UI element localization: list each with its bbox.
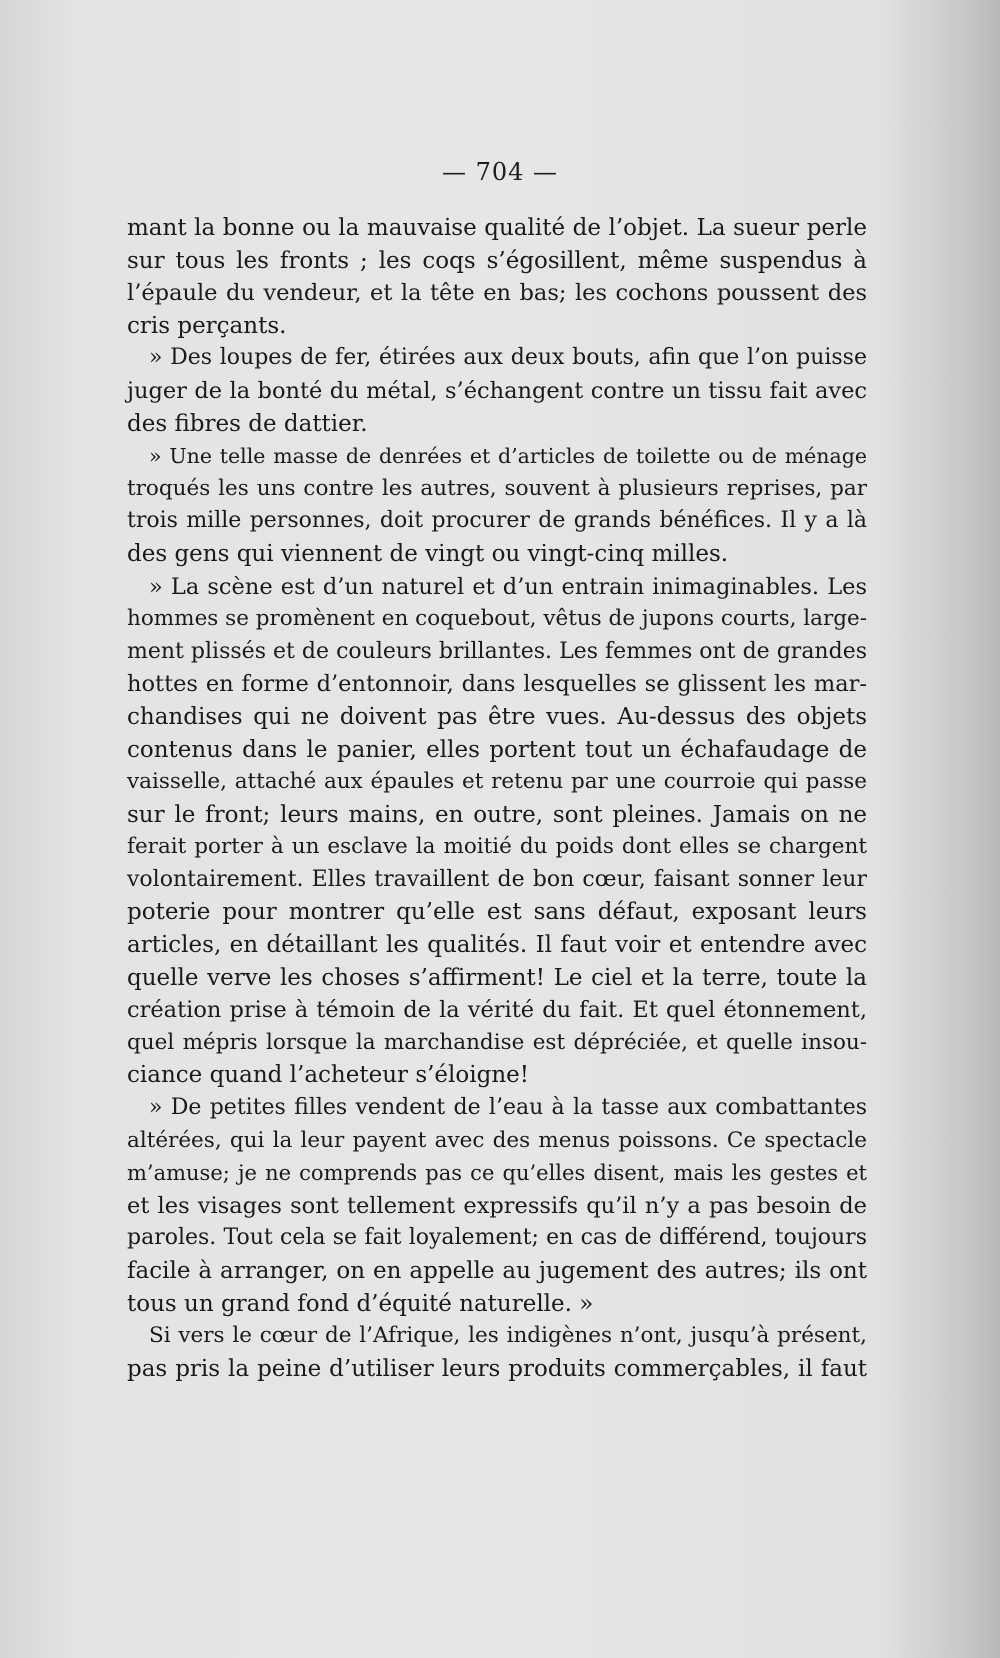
text-line: ferait porter à un esclave la moitié du poids dont elles se chargent [127, 834, 867, 860]
text-line: sur tous les fronts ; les coqs s’égosillent, même suspendus à [127, 247, 867, 274]
text-line: volontairement. Elles travaillent de bon cœur, faisant sonner leur [127, 866, 867, 892]
text-line: sur le front; leurs mains, en outre, sont pleines. Jamais on ne [127, 801, 867, 828]
text-line: hommes se promènent en coquebout, vêtus de jupons courts, large- [127, 606, 867, 632]
text-line: des fibres de dattier. [127, 410, 368, 437]
text-line: m’amuse; je ne comprends pas ce qu’elles disent, mais les gestes et [127, 1161, 867, 1186]
text-line: cris perçants. [127, 312, 287, 339]
text-line: » De petites filles vendent de l’eau à la tasse aux combattantes [149, 1095, 867, 1121]
text-line: ment plissés et de couleurs brillantes. Les femmes ont de grandes [127, 638, 867, 664]
text-line: Si vers le cœur de l’Afrique, les indigènes n’ont, jusqu’à présent, [149, 1323, 867, 1349]
text-line: des gens qui viennent de vingt ou vingt-cinq milles. [127, 540, 729, 567]
text-line: vaisselle, attaché aux épaules et retenu par une courroie qui passe [127, 769, 867, 795]
text-line: quelle verve les choses s’affirment! Le ciel et la terre, toute la [127, 964, 867, 991]
text-line: paroles. Tout cela se fait loyalement; en cas de différend, toujours [127, 1225, 867, 1251]
text-line: juger de la bonté du métal, s’échangent contre un tissu fait avec [127, 377, 867, 404]
text-line: pas pris la peine d’utiliser leurs produits commerçables, il faut [127, 1355, 867, 1382]
text-line: hottes en forme d’entonnoir, dans lesquelles se glissent les mar- [127, 671, 867, 698]
text-line: et les visages sont tellement expressifs qu’il n’y a pas besoin de [127, 1192, 867, 1219]
text-line: articles, en détaillant les qualités. Il faut voir et entendre avec [127, 932, 867, 959]
text-line: trois mille personnes, doit procurer de grands bénéfices. Il y a là [127, 508, 867, 534]
body-text [127, 212, 867, 1385]
text-line: chandises qui ne doivent pas être vues. Au-dessus des objets [127, 703, 867, 730]
text-line: poterie pour montrer qu’elle est sans défaut, exposant leurs [127, 899, 867, 926]
text-line: altérées, qui la leur payent avec des menus poissons. Ce spectacle [127, 1127, 867, 1153]
text-line: troqués les uns contre les autres, souvent à plusieurs reprises, par [127, 475, 867, 501]
text-line: » La scène est d’un naturel et d’un entrain inimaginables. Les [149, 573, 867, 600]
text-line: tous un grand fond d’équité naturelle. » [127, 1290, 594, 1317]
text-line: » Une telle masse de denrées et d’articles de toilette ou de ménage [149, 444, 867, 469]
text-line: quel mépris lorsque la marchandise est dépréciée, et quelle insou- [127, 1029, 867, 1055]
text-line: l’épaule du vendeur, et la tête en bas; les cochons poussent des [127, 280, 867, 307]
text-line: facile à arranger, on en appelle au jugement des autres; ils ont [127, 1258, 867, 1284]
text-line: création prise à témoin de la vérité du fait. Et quel étonnement, [127, 997, 867, 1024]
text-line: mant la bonne ou la mauvaise qualité de l’objet. La sueur perle [127, 215, 867, 241]
page-number: — 704 — [441, 158, 559, 186]
text-line: contenus dans le panier, elles portent tout un échafaudage de [127, 736, 867, 763]
text-line: ciance quand l’acheteur s’éloigne! [127, 1062, 529, 1089]
text-line: » Des loupes de fer, étirées aux deux bouts, afin que l’on puisse [149, 345, 867, 371]
